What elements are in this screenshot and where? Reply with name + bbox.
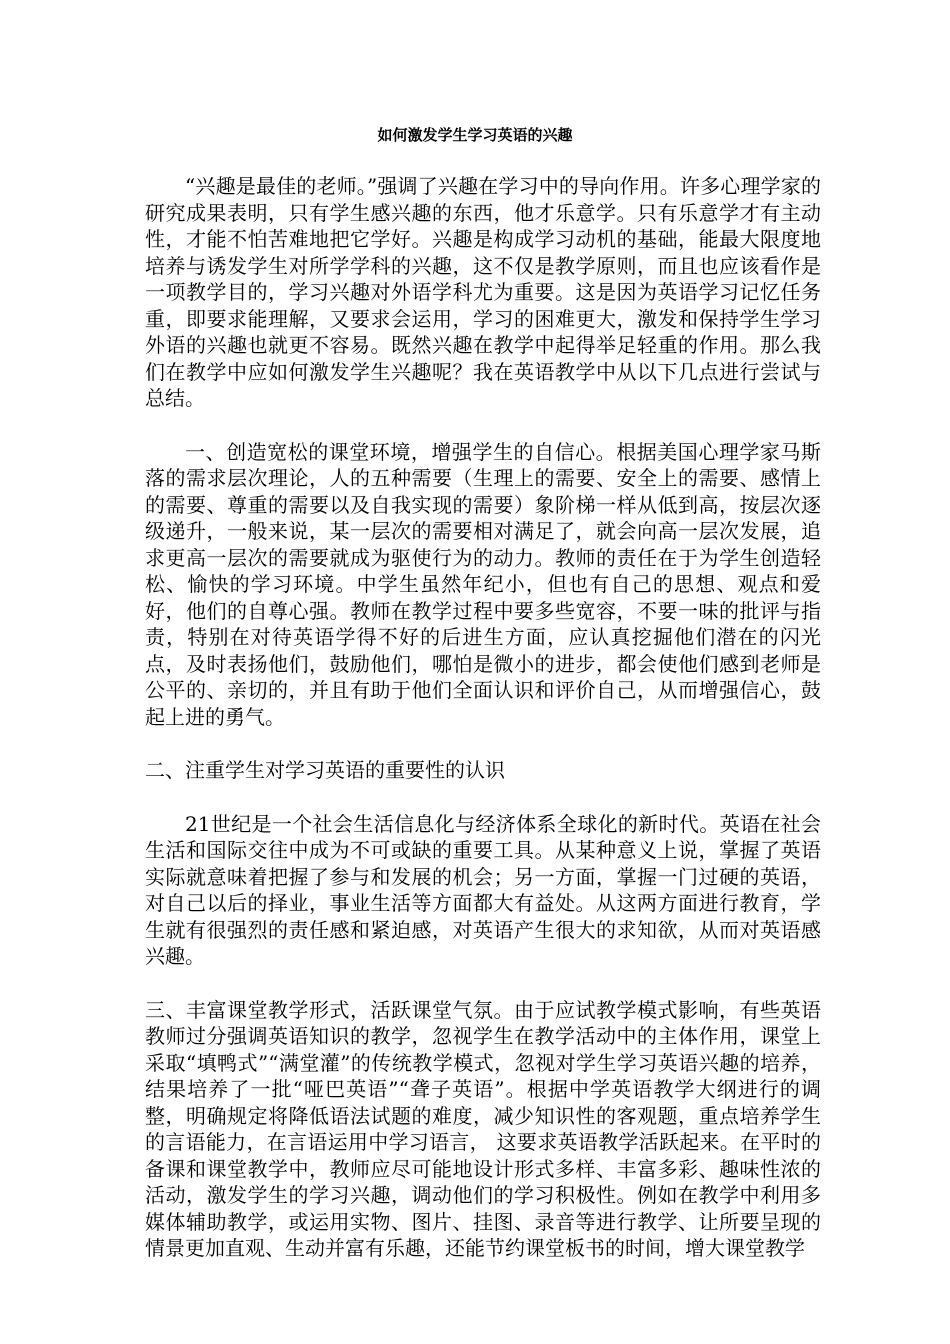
- paragraph-section-three: 三、丰富课堂教学形式，活跃课堂气氛。由于应试教学模式影响，有些英语教师过分强调英语知识的教学，忽视学生在教学活动中的主体作用，课堂上采取“填鸭式”“满堂灌”的传统教学模式，忽视对学生学习英语兴趣的培养，结果培养了一批“哑巴英语”“聋子英语”。根据中学英语教学大纲进行的调整，明确规定将降低语法试题的难度，减少知识性的客观题，重点培养学生的言语能力，在言语运用中学习语言， 这要求英语教学活跃起来。在平时的备课和课堂教学中，教师应尽可能地设计形式多样、丰富多彩、趣味性浓的活动，激发学生的学习兴趣，调动他们的学习积极性。例如在教学中利用多媒体辅助教学，或运用实物、图片、挂图、录音等进行教学、让所要呈现的情景更加直观、生动并富有乐趣，还能节约课堂板书的时间，增大课堂教学: [145, 997, 821, 1260]
- paragraph-section-one: 一、创造宽松的课堂环境，增强学生的自信心。根据美国心理学家马斯落的需求层次理论，人的五种需要（生理上的需要、安全上的需要、感情上的需要、尊重的需要以及自我实现的需要）象阶梯一样从低到高，按层次逐级递升，一般来说，某一层次的需要相对满足了，就会向高一层次发展，追求更高一层次的需要就成为驱使行为的动力。教师的责任在于为学生创造轻松、愉快的学习环境。中学生虽然年纪小，但也有自己的思想、观点和爱好，他们的自尊心强。教师在教学过程中要多些宽容，不要一味的批评与指责，特别在对待英语学得不好的后进生方面，应认真挖掘他们潜在的闪光点，及时表扬他们，鼓励他们，哪怕是微小的进步，都会使他们感到老师是公平的、亲切的，并且有助于他们全面认识和评价自己，从而增强信心，鼓起上进的勇气。: [145, 439, 821, 729]
- section-heading-two: 二、注重学生对学习英语的重要性的认识: [145, 758, 505, 782]
- document-body: [145, 173, 821, 1289]
- paragraph-section-two: 21世纪是一个社会生活信息化与经济体系全球化的新时代。英语在社会生活和国际交往中成为不可或缺的重要工具。从某种意义上说，掌握了英语实际就意味着把握了参与和发展的机会；另一方面，掌握一门过硬的英语，对自己以后的择业，事业生活等方面都大有益处。从这两方面进行教育，学生就有很强烈的责任感和紧迫感，对英语产生很大的求知欲，从而对英语感兴趣。: [145, 811, 821, 968]
- document-title: 如何激发学生学习英语的兴趣: [377, 126, 573, 144]
- paragraph-intro: “兴趣是最佳的老师。”强调了兴趣在学习中的导向作用。许多心理学家的研究成果表明，只有学生感兴趣的东西，他才乐意学。只有乐意学才有主动性，才能不怕苦难地把它学好。兴趣是构成学习动机的基础，能最大限度地培养与诱发学生对所学学科的兴趣，这不仅是教学原则，而且也应该看作是一项教学目的，学习兴趣对外语学科尤为重要。这是因为英语学习记忆任务重，即要求能理解，又要求会运用，学习的困难更大，激发和保持学生学习外语的兴趣也就更不容易。既然兴趣在教学中起得举足轻重的作用。那么我们在教学中应如何激发学生兴趣呢？我在英语教学中从以下几点进行尝试与总结。: [145, 174, 821, 410]
